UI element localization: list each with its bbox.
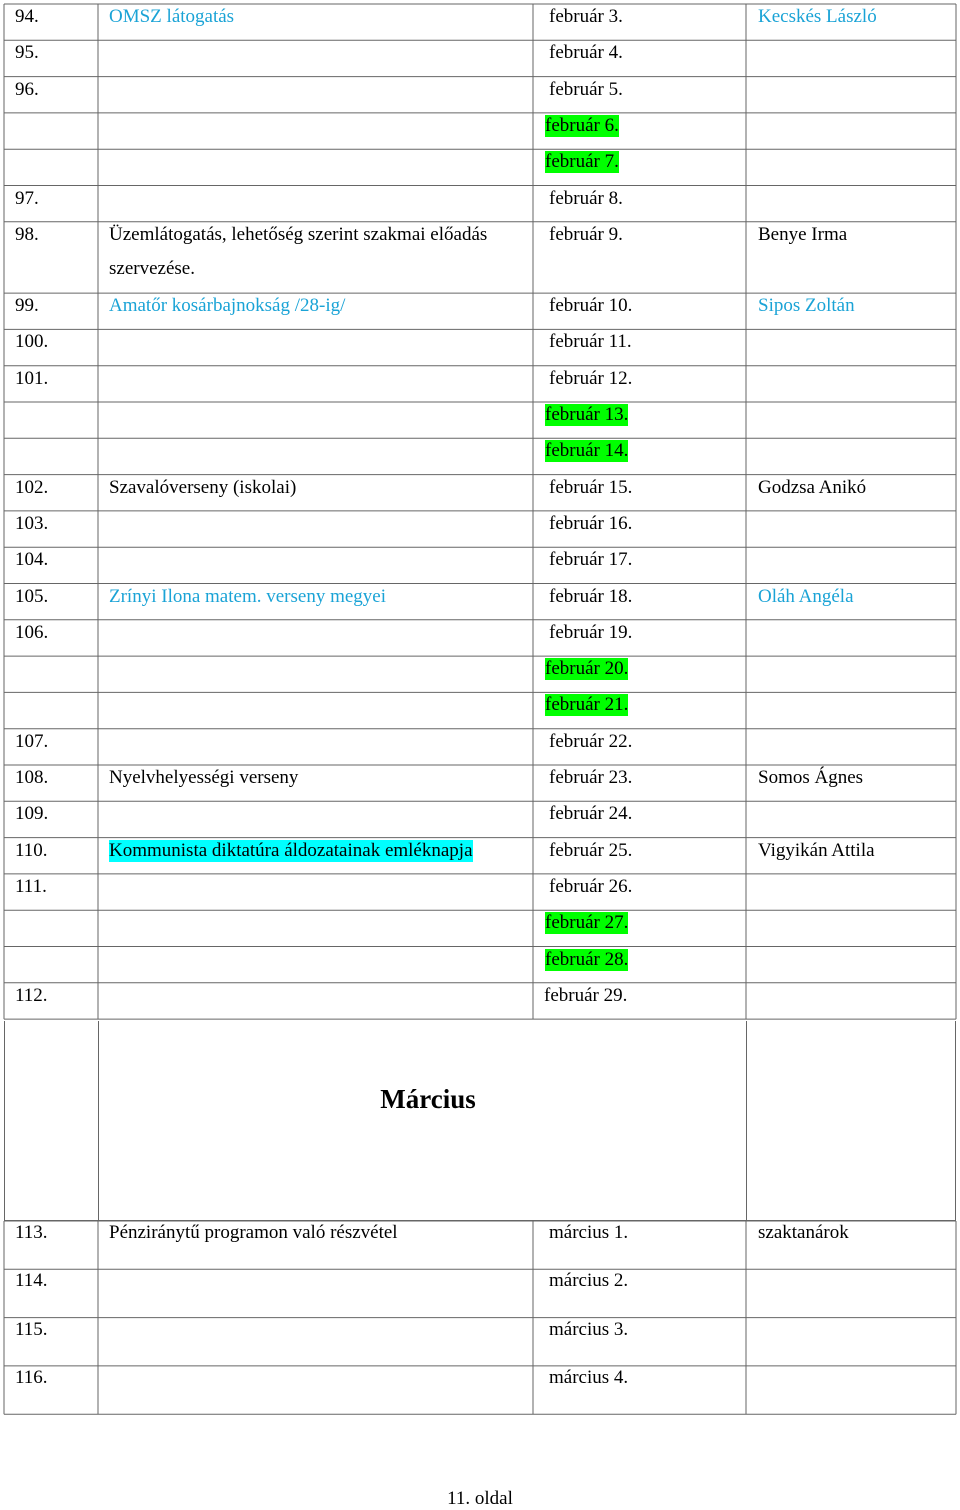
- event-date: március 1.: [549, 1222, 629, 1243]
- event-date: március 4.: [549, 1366, 629, 1388]
- page-number: 11. oldal: [447, 1488, 513, 1509]
- responsible-person: Somos Ágnes: [758, 767, 864, 788]
- event-date: február 17.: [549, 549, 633, 571]
- responsible-person: Kecskés László: [758, 6, 877, 27]
- event-date: február 21.: [545, 694, 629, 716]
- event-date: február 15.: [549, 476, 633, 498]
- event-date: február 19.: [549, 621, 633, 643]
- row-number: 97.: [15, 187, 39, 209]
- responsible-person: Sipos Zoltán: [758, 295, 855, 317]
- month-section: [4, 1021, 956, 1221]
- event-date: február 23.: [549, 767, 633, 788]
- row-number: 104.: [15, 549, 49, 571]
- row-number: 109.: [15, 803, 49, 825]
- row-number: 110.: [15, 839, 48, 861]
- event-name: Nyelvhelyességi verseny: [109, 767, 299, 788]
- row-number: 103.: [15, 512, 49, 534]
- row-number: 112.: [15, 984, 48, 1006]
- row-number: 95.: [15, 42, 39, 64]
- row-number: 101.: [15, 367, 49, 389]
- row-number: 96.: [15, 78, 39, 100]
- event-date: február 9.: [549, 223, 623, 245]
- row-number: 98.: [15, 223, 39, 245]
- column-divider: [746, 1021, 747, 1220]
- responsible-person: szaktanárok: [758, 1222, 849, 1243]
- event-date: február 3.: [549, 6, 623, 27]
- event-date: február 7.: [545, 151, 619, 173]
- row-number: 102.: [15, 476, 49, 498]
- row-number: 106.: [15, 621, 49, 643]
- event-date: február 25.: [549, 839, 633, 861]
- event-date: február 18.: [549, 585, 633, 607]
- month-heading: Március: [380, 1084, 476, 1114]
- row-number: 108.: [15, 767, 49, 788]
- event-date: február 4.: [549, 42, 623, 64]
- responsible-person: Oláh Angéla: [758, 585, 854, 607]
- event-date: február 26.: [549, 875, 633, 897]
- row-number: 99.: [15, 295, 39, 317]
- responsible-person: Benye Irma: [758, 223, 848, 245]
- row-number: 94.: [15, 6, 39, 27]
- row-number: 107.: [15, 730, 49, 752]
- event-date: február 5.: [549, 78, 623, 100]
- event-date: február 10.: [549, 295, 633, 317]
- row-number: 116.: [15, 1366, 48, 1388]
- event-date: február 29.: [544, 984, 628, 1006]
- row-number: 100.: [15, 331, 49, 353]
- event-name: Szavalóverseny (iskolai): [109, 476, 297, 498]
- event-date: február 20.: [545, 658, 629, 680]
- event-name: Üzemlátogatás, lehetőség szerint szakmai előadás: [109, 223, 488, 245]
- event-name: Kommunista diktatúra áldozatainak emléknapja: [109, 839, 473, 861]
- row-number: 105.: [15, 585, 49, 607]
- event-date: március 3.: [549, 1318, 629, 1340]
- event-date: február 24.: [549, 803, 633, 825]
- event-name-continued: szervezése.: [109, 257, 195, 279]
- row-number: 111.: [15, 875, 47, 897]
- event-date: február 27.: [545, 912, 629, 934]
- event-date: február 28.: [545, 948, 629, 970]
- event-date: február 14.: [545, 440, 629, 462]
- event-name: Zrínyi Ilona matem. verseny megyei: [109, 585, 386, 607]
- event-date: február 8.: [549, 187, 623, 209]
- event-name: Amatőr kosárbajnokság /28-ig/: [109, 295, 346, 317]
- event-date: február 11.: [549, 331, 632, 353]
- event-date: március 2.: [549, 1270, 629, 1292]
- row-number: 114.: [15, 1270, 48, 1292]
- event-name: OMSZ látogatás: [109, 6, 235, 27]
- row-number: 115.: [15, 1318, 48, 1340]
- column-divider: [98, 1021, 99, 1220]
- event-date: február 12.: [549, 367, 633, 389]
- responsible-person: Godzsa Anikó: [758, 476, 867, 498]
- event-name: Pénziránytű programon való részvétel: [109, 1222, 398, 1243]
- row-number: 113.: [15, 1222, 48, 1243]
- responsible-person: Vigyikán Attila: [758, 839, 875, 861]
- event-date: február 6.: [545, 114, 619, 136]
- event-date: február 16.: [549, 512, 633, 534]
- event-date: február 22.: [549, 730, 633, 752]
- event-date: február 13.: [545, 404, 629, 425]
